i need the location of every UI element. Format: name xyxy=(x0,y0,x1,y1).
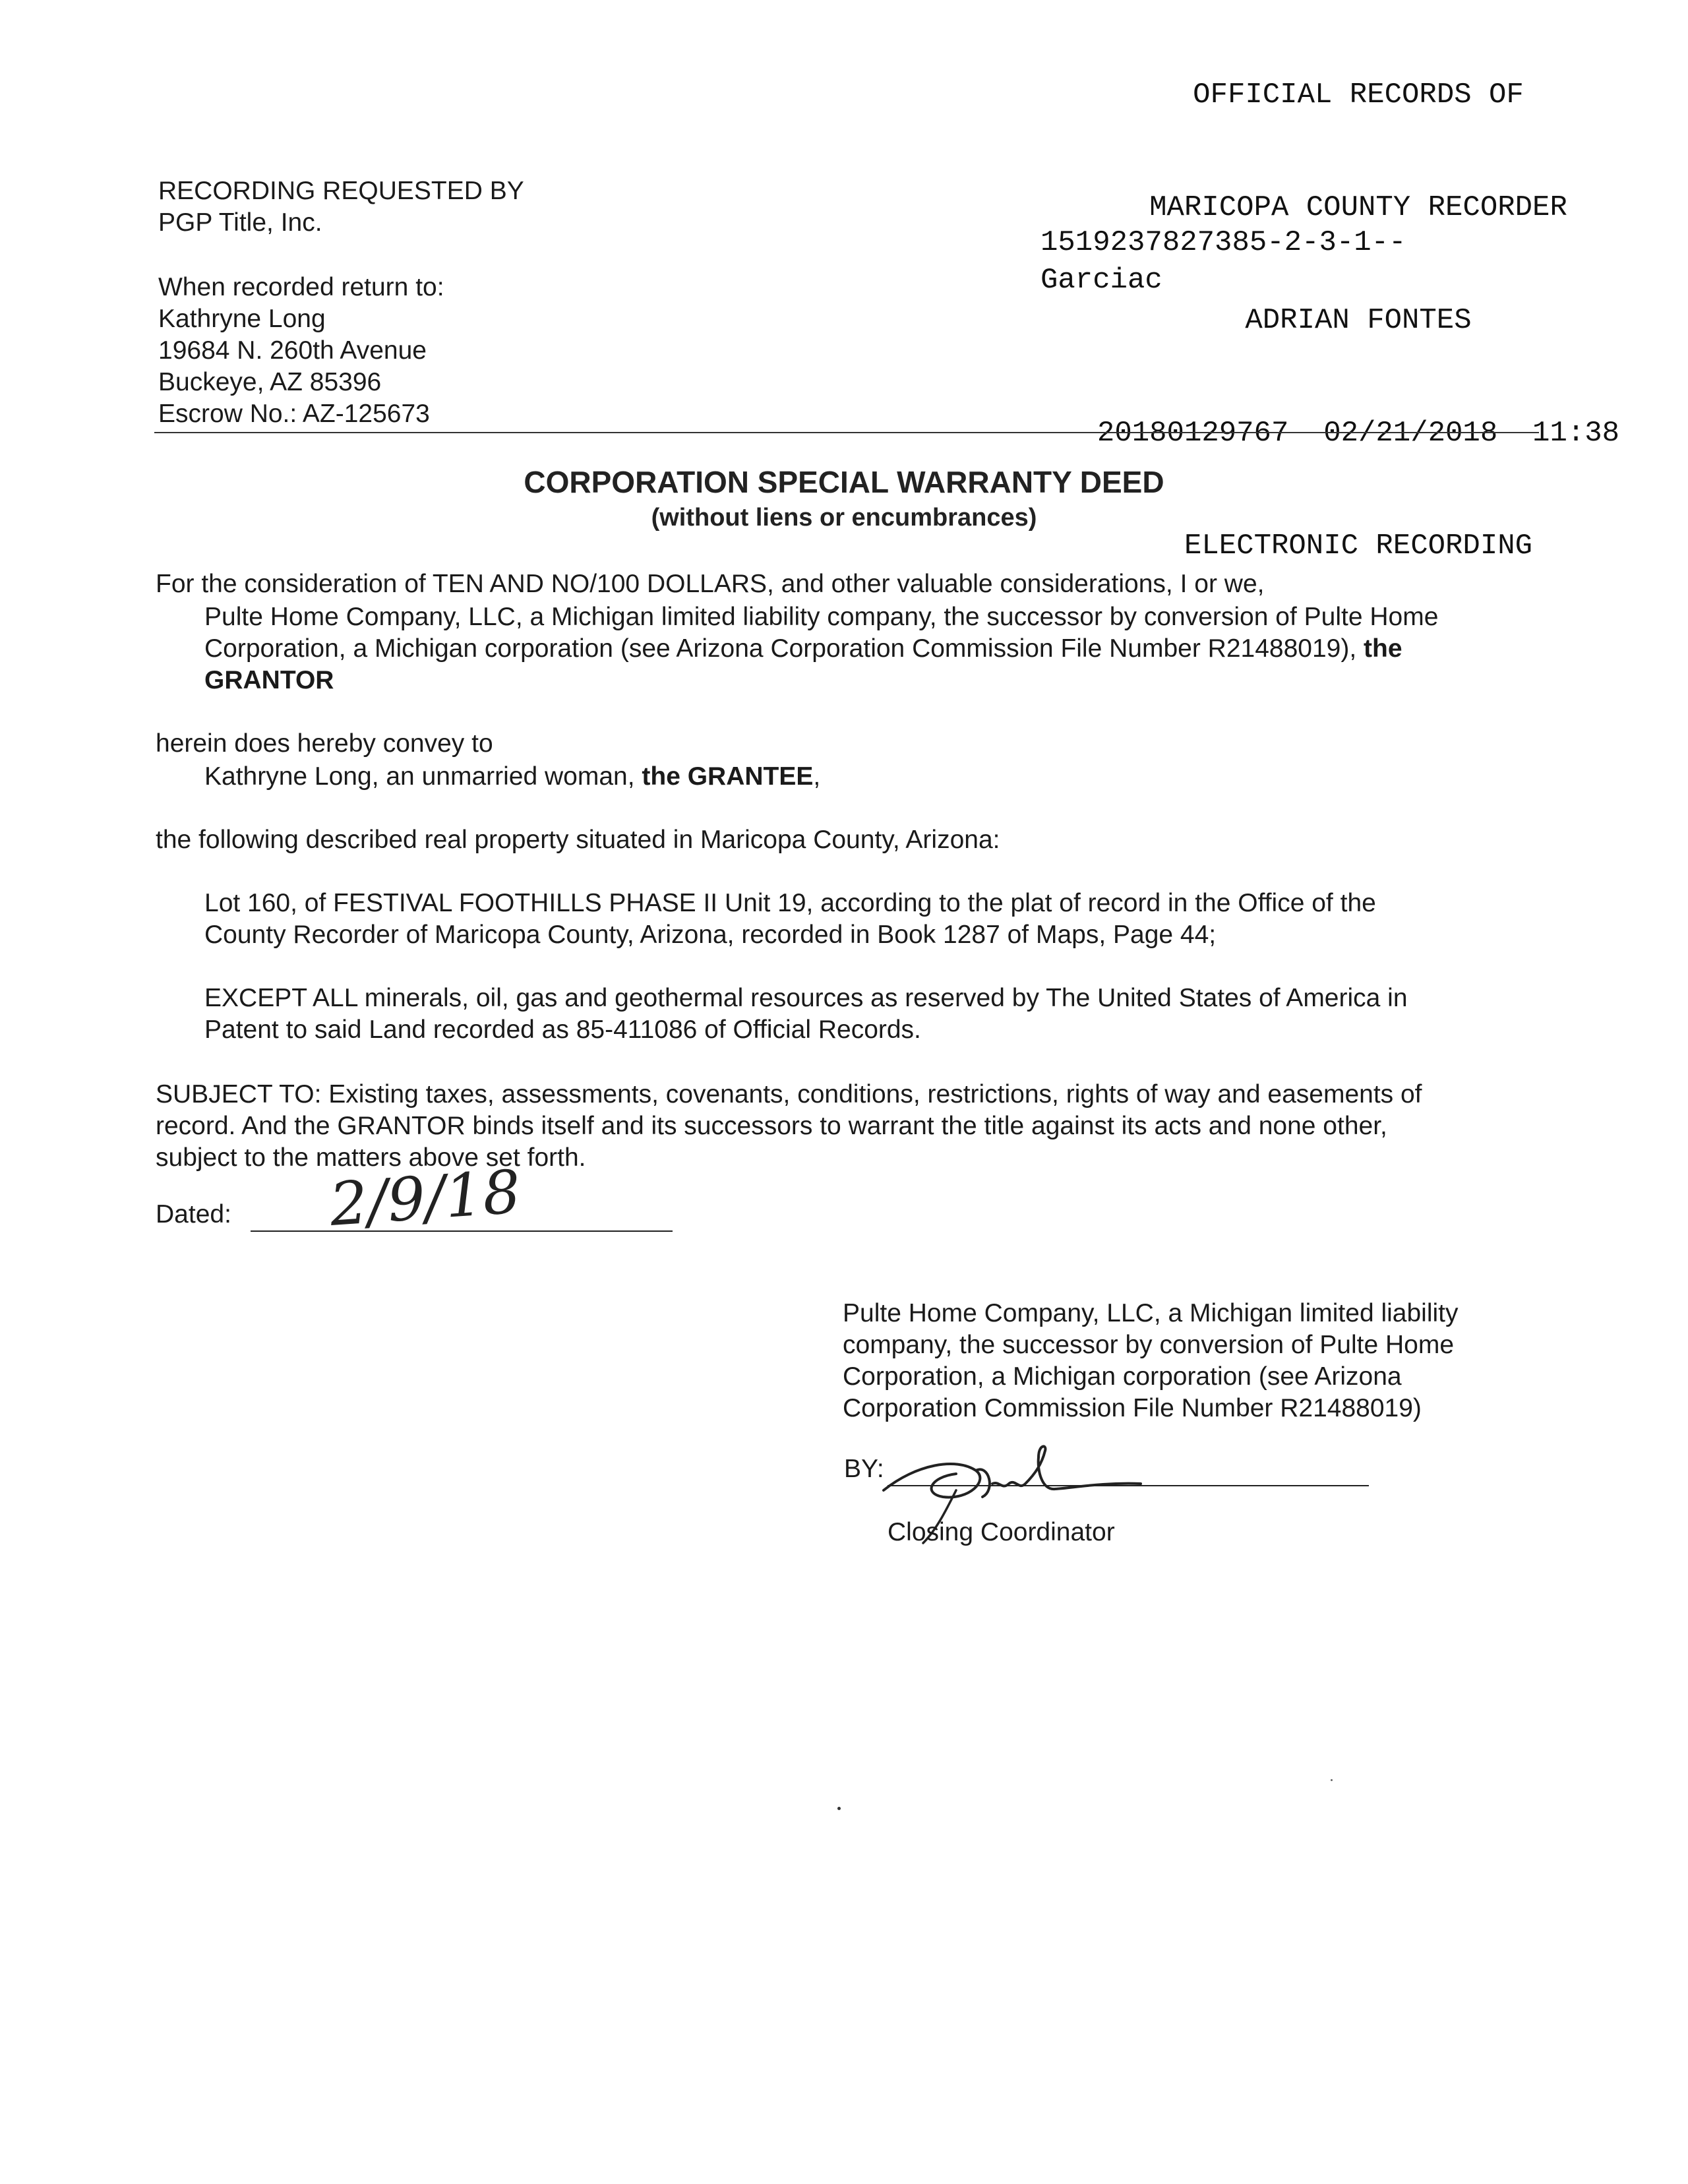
convey-intro: herein does hereby convey to xyxy=(156,729,493,758)
escrow-label: Escrow No.: xyxy=(158,400,297,428)
signatory-line-2: company, the successor by conversion of Pulte Home xyxy=(843,1331,1455,1359)
mineral-exception xyxy=(204,983,1530,1046)
scan-speck xyxy=(837,1807,841,1810)
return-to-name: Kathryne Long xyxy=(158,305,326,333)
escrow-value: AZ-125673 xyxy=(302,400,430,428)
lot-line-1: Lot 160, of FESTIVAL FOOTHILLS PHASE II Unit 19, according to the plat of record in the Office of the xyxy=(204,889,1376,917)
return-to-block xyxy=(158,272,444,430)
subject-line-1: SUBJECT TO: Existing taxes, assessments, covenants, conditions, restrictions, rights of way and easements of xyxy=(156,1080,1422,1108)
grantee-name: Kathryne Long, an unmarried woman, xyxy=(204,762,642,791)
return-to-city: Buckeye, AZ 85396 xyxy=(158,368,382,396)
dated-label: Dated: xyxy=(156,1200,231,1228)
recorder-line-2: MARICOPA COUNTY RECORDER xyxy=(1149,191,1567,224)
except-line-2: Patent to said Land recorded as 85-411086 of Official Records. xyxy=(204,1016,921,1044)
lot-line-2: County Recorder of Maricopa County, Arizona, recorded in Book 1287 of Maps, Page 44; xyxy=(204,921,1217,949)
return-to-label: When recorded return to: xyxy=(158,273,444,301)
recording-time: 11:38 xyxy=(1532,417,1620,450)
recording-requested-block xyxy=(158,175,524,239)
tracking-id: 1519237827385-2-3-1-- xyxy=(1040,226,1406,259)
handwritten-date: 2/9/18 xyxy=(327,1157,523,1240)
subject-line-2: record. And the GRANTOR binds itself and its successors to warrant the title against its acts and none other, xyxy=(156,1112,1387,1140)
except-line-1: EXCEPT ALL minerals, oil, gas and geothermal resources as reserved by The United States of America in xyxy=(204,984,1408,1012)
subject-to-clause xyxy=(156,1079,1535,1174)
deed-subtitle: (without liens or encumbrances) xyxy=(651,504,1037,531)
return-to-street: 19684 N. 260th Avenue xyxy=(158,336,427,365)
signer-title: Closing Coordinator xyxy=(888,1518,1115,1546)
recording-date: 02/21/2018 xyxy=(1323,417,1498,450)
property-intro: the following described real property situated in Maricopa County, Arizona: xyxy=(156,826,1000,854)
document-number: 20180129767 xyxy=(1097,417,1289,450)
subject-line-3: subject to the matters above set forth. xyxy=(156,1143,586,1172)
escrow-number xyxy=(158,398,444,430)
grantor-line-1: Pulte Home Company, LLC, a Michigan limited liability company, the successor by conversion of Pulte Home xyxy=(204,603,1439,631)
grantor-clause xyxy=(204,601,1530,696)
scan-speck xyxy=(1331,1779,1333,1781)
by-label: BY: xyxy=(844,1455,884,1483)
clerk-name: Garciac xyxy=(1040,264,1162,297)
recorder-line-3: ADRIAN FONTES xyxy=(1245,304,1472,337)
recorder-line-5: ELECTRONIC RECORDING xyxy=(1184,530,1533,562)
signatory-line-1: Pulte Home Company, LLC, a Michigan limited liability xyxy=(843,1299,1459,1327)
grantee-label: the GRANTEE xyxy=(642,762,814,791)
recorder-line-4 xyxy=(1029,415,1688,452)
recording-requested-label: RECORDING REQUESTED BY xyxy=(158,177,524,205)
recording-requested-company: PGP Title, Inc. xyxy=(158,208,322,237)
dated-line xyxy=(251,1230,673,1232)
grantor-line-2: Corporation, a Michigan corporation (see Arizona Corporation Commission File Number R21488019), the xyxy=(204,634,1402,663)
deed-title: CORPORATION SPECIAL WARRANTY DEED xyxy=(524,465,1164,499)
legal-description xyxy=(204,888,1530,951)
grantee-clause: Kathryne Long, an unmarried woman, the GRANTEE, xyxy=(204,762,821,791)
recorder-line-1: OFFICIAL RECORDS OF xyxy=(1193,78,1524,111)
header-divider xyxy=(154,432,1539,433)
signatory-line-3: Corporation, a Michigan corporation (see Arizona xyxy=(843,1362,1402,1391)
stamp-identifiers xyxy=(1040,224,1406,299)
signatory-line-4: Corporation Commission File Number R21488019) xyxy=(843,1394,1422,1422)
grantor-the: the xyxy=(1364,634,1402,663)
grantor-label: GRANTOR xyxy=(204,666,334,694)
signatory-entity xyxy=(843,1298,1568,1424)
consideration-intro: For the consideration of TEN AND NO/100 DOLLARS, and other valuable considerations, I or we, xyxy=(156,570,1265,598)
